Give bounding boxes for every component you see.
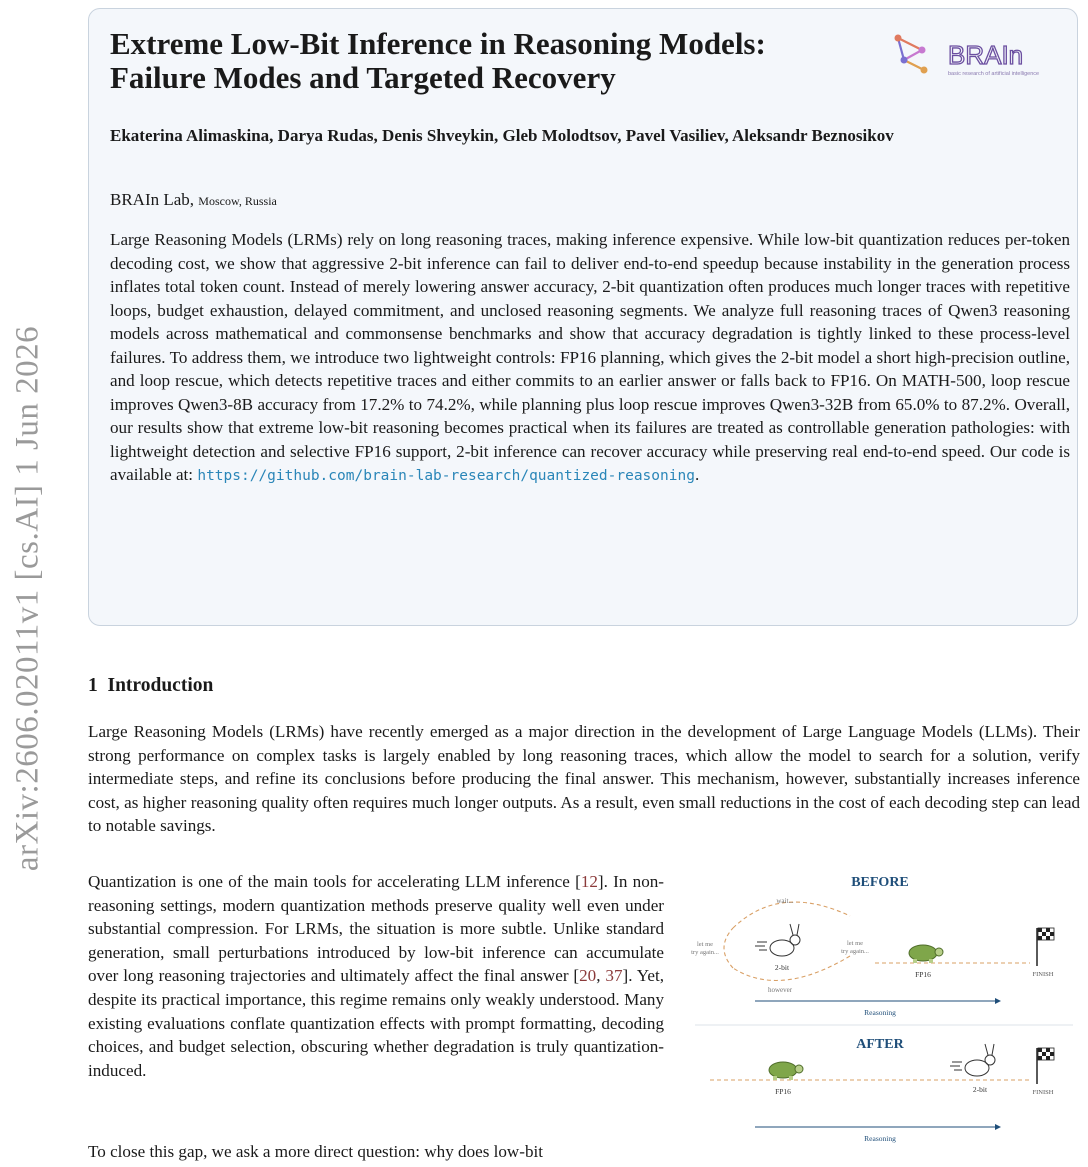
two-bit-label-before: 2-bit [774, 963, 790, 972]
author-list: Ekaterina Alimaskina, Darya Rudas, Denis Shveykin, Gleb Molodtsov, Pavel Vasiliev, Aleksandr Beznosikov [110, 126, 894, 145]
paper-title [110, 27, 766, 95]
section-title: Introduction [107, 675, 214, 696]
after-title: AFTER [856, 1037, 904, 1052]
title-line-2: Failure Modes and Targeted Recovery [110, 60, 616, 95]
turtle-icon [909, 945, 943, 963]
title-line-1: Extreme Low-Bit Inference in Reasoning Models: [110, 26, 766, 61]
intro-paragraph-3: To close this gap, we ask a more direct question: why does low-bit [88, 1142, 544, 1161]
abstract-text: Large Reasoning Models (LRMs) rely on long reasoning traces, making inference expensive. While low-bit quantization reduces per-token decoding cost, we show that aggressive 2-bit inference can fail to deliver end-to-end speedup because instability in the generation process inflates total token count. Instead of merely lowering answer accuracy, 2-bit quantization often produces much longer traces with repetitive loops, budget exhaustion, delayed commitment, and unclosed reasoning segments. We analyze full reasoning traces of Qwen3 reasoning models across mathematical and commonsense benchmarks and show that accuracy degradation is tightly linked to these process-level failures. To address them, we introduce two lightweight controls: FP16 planning, which gives the 2-bit model a short high-precision outline, and loop rescue, which detects repetitive traces and either commits to an earlier answer or falls back to FP16. On MATH-500, loop rescue improves Qwen3-8B accuracy from 17.2% to 74.2%, while planning plus loop rescue improves Qwen3-32B from 65.0% to 87.2%. Overall, our results show that extreme low-bit reasoning becomes practical when its failures are treated as controllable generation pathologies: with lightweight detection and selective FP16 support, 2-bit inference can recover accuracy while preserving real end-to-end speed. Our code is available at: [110, 230, 1070, 484]
however-label: however [767, 986, 793, 994]
arxiv-identifier: arXiv:2606.02011v1 [cs.AI] 1 Jun 2026 [9, 325, 46, 872]
affiliation-location: Moscow, Russia [198, 194, 277, 208]
intro-p2-part-a: Quantization is one of the main tools for accelerating LLM inference [ [88, 872, 581, 891]
section-number: 1 [88, 675, 98, 696]
let-me-right-1: let me [846, 940, 864, 947]
checkered-flag-icon [1037, 1048, 1054, 1084]
section-heading [88, 675, 213, 697]
before-title: BEFORE [851, 875, 909, 890]
intro-paragraph-1: Large Reasoning Models (LRMs) have recently emerged as a major direction in the development of Large Language Models (LLMs). Their strong performance on complex tasks is largely enabled by long reasoning traces, which allow the model to search for a solution, verify intermediate steps, and refine its conclusions before producing the final answer. This mechanism, however, substantially increases inference cost, as higher reasoning quality often requires much longer outputs. As a result, even small reductions in the cost of each decoding step can lead to notable savings. [88, 722, 1080, 836]
citation-separator: , [596, 966, 606, 986]
network-icon [895, 35, 928, 74]
code-link-period: . [694, 465, 700, 484]
citation-link[interactable]: 37 [605, 966, 623, 986]
before-reasoning-label: Reasoning [864, 1008, 896, 1017]
citation-link[interactable]: 20 [579, 966, 597, 986]
rabbit-icon [755, 924, 800, 956]
citation-link[interactable]: 12 [580, 872, 598, 891]
affiliation-name: BRAIn Lab, [110, 190, 195, 209]
affiliation [110, 190, 277, 210]
two-bit-label-after: 2-bit [972, 1085, 988, 1094]
fp16-label-before: FP16 [915, 970, 931, 979]
let-me-right-2: try again... [841, 948, 869, 955]
code-link[interactable]: https://github.com/brain-lab-research/quantized-reasoning [197, 468, 695, 484]
before-after-figure [685, 868, 1083, 1160]
intro-p2-part-c: ]. Yet, despite its practical importance, this regime remains only weakly understood. Many existing evaluations conflate quantization effects with prompt formatting, decoding choices, and budget selection, obscuring whether degradation is truly quantization-induced. [88, 966, 664, 1080]
wait-label: wait... [776, 897, 794, 905]
rabbit-icon [950, 1044, 995, 1076]
brain-lab-logo [890, 30, 1060, 80]
finish-label-after: FINISH [1032, 1089, 1054, 1096]
intro-p2-part-b: ]. In non-reasoning settings, modern quantization methods preserve quality well even under substantial compression. For LRMs, the situation is more subtle. Unlike standard generation, small perturbations introduced by low-bit inference can accumulate over long reasoning trajectories and ultimately affect the final answer [ [88, 872, 664, 986]
finish-label-before: FINISH [1032, 971, 1054, 978]
checkered-flag-icon [1037, 928, 1054, 966]
intro-paragraph-2 [88, 870, 664, 1082]
logo-tagline: basic research of artificial intelligence [948, 71, 1040, 77]
logo-wordmark: BRAIn [948, 40, 1024, 70]
after-reasoning-label: Reasoning [864, 1134, 896, 1143]
abstract [110, 228, 1070, 489]
let-me-left-2: try again... [691, 949, 719, 956]
let-me-left-1: let me [696, 941, 714, 948]
turtle-icon [769, 1062, 803, 1080]
fp16-label-after: FP16 [775, 1087, 791, 1096]
